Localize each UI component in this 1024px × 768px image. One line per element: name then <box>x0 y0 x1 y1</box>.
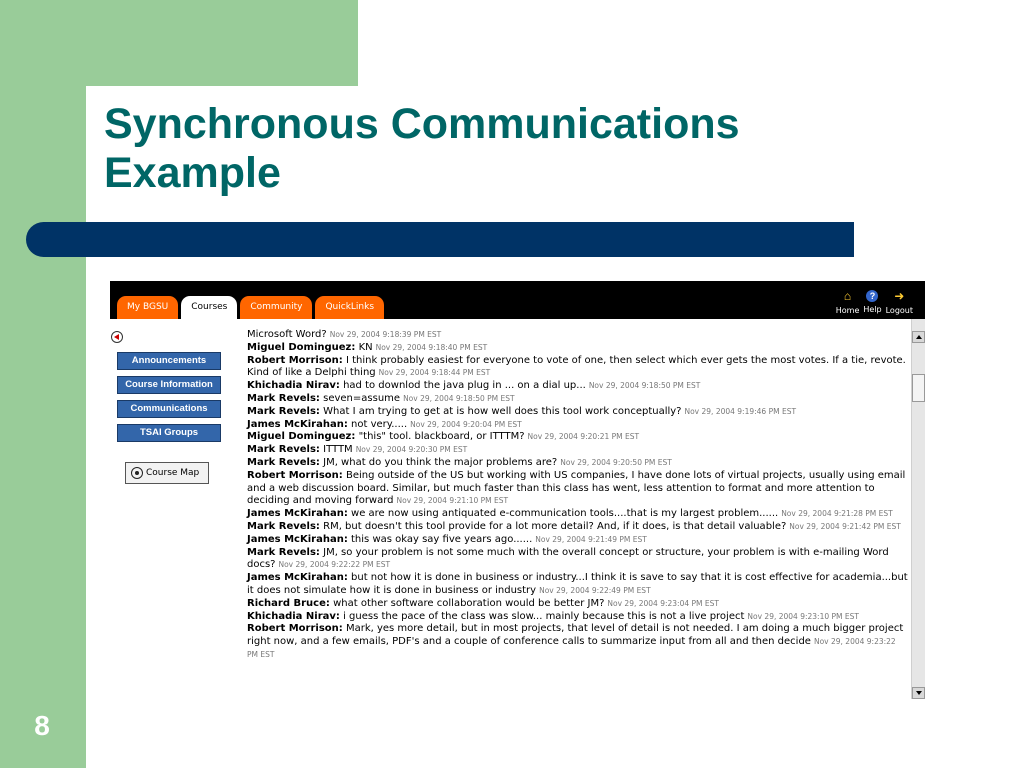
chat-timestamp: Nov 29, 2004 9:19:46 PM EST <box>684 406 797 416</box>
chat-timestamp: Nov 29, 2004 9:20:04 PM EST <box>410 419 522 429</box>
home-label: Home <box>835 306 860 315</box>
chat-message <box>247 611 909 624</box>
chat-timestamp: Nov 29, 2004 9:20:30 PM EST <box>355 445 468 455</box>
chat-author: Khichadia Nirav: <box>247 610 340 622</box>
lms-screenshot <box>110 281 925 699</box>
chat-author: Richard Bruce: <box>247 597 330 609</box>
chat-timestamp: Nov 29, 2004 9:21:42 PM EST <box>789 521 901 531</box>
chat-transcript <box>247 329 909 662</box>
chat-text: but not how it is done in business or industry...I think it is save to say that it is cost effective for academia...but it does not simulate how it is done in business or industry <box>247 572 908 596</box>
chat-text: "this" tool. blackboard, or ITTTM? <box>358 431 525 443</box>
chat-text: not very..... <box>351 418 408 430</box>
course-map-icon <box>131 467 143 479</box>
tab-courses[interactable]: Courses <box>181 296 237 319</box>
chat-message <box>247 521 909 534</box>
chat-timestamp: Nov 29, 2004 9:20:21 PM EST <box>527 432 640 442</box>
chat-author: James McKirahan: <box>247 418 348 430</box>
tab-my-bgsu[interactable]: My BGSU <box>117 296 178 319</box>
chat-timestamp: Nov 29, 2004 9:18:40 PM EST <box>375 342 488 352</box>
help-link[interactable] <box>863 289 881 315</box>
chat-author: Robert Morrison: <box>247 623 343 635</box>
chat-author: Mark Revels: <box>247 444 320 456</box>
course-sidebar <box>110 319 238 699</box>
chat-timestamp: Nov 29, 2004 9:22:49 PM EST <box>539 585 651 595</box>
chat-text: Microsoft Word? <box>247 329 327 340</box>
chat-text: RM, but doesn't this tool provide for a lot more detail? And, if it does, is that detail valuable? <box>323 520 787 532</box>
chat-message <box>247 623 909 661</box>
chat-message <box>247 342 909 355</box>
chat-text: ITTTM <box>323 444 353 456</box>
green-accent-top <box>0 0 358 86</box>
chat-timestamp: Nov 29, 2004 9:18:50 PM EST <box>588 381 701 391</box>
chat-author: James McKirahan: <box>247 508 348 520</box>
chat-message <box>247 598 909 611</box>
logout-label: Logout <box>885 306 913 315</box>
tab-quicklinks[interactable]: QuickLinks <box>315 296 384 319</box>
chat-author: James McKirahan: <box>247 572 348 584</box>
green-accent-left <box>0 86 86 768</box>
chat-message <box>247 470 909 508</box>
chat-message <box>247 444 909 457</box>
course-map-label: Course Map <box>146 468 200 478</box>
home-icon: ⌂ <box>843 289 852 303</box>
chat-message <box>247 329 909 342</box>
chat-text: we are now using antiquated e-communication tools....that is my largest problem...... <box>351 508 779 520</box>
help-icon: ? <box>866 290 878 302</box>
chat-message <box>247 393 909 406</box>
chat-timestamp: Nov 29, 2004 9:18:39 PM EST <box>329 330 442 339</box>
scroll-down-arrow-icon[interactable] <box>912 687 925 699</box>
slide-title <box>104 100 740 198</box>
chat-author: Mark Revels: <box>247 392 320 404</box>
lms-top-bar <box>110 281 925 319</box>
communications-button[interactable]: Communications <box>117 400 221 418</box>
scroll-thumb[interactable] <box>912 374 925 402</box>
chat-message <box>247 534 909 547</box>
chat-author: Robert Morrison: <box>247 354 343 366</box>
chat-author: Mark Revels: <box>247 546 320 558</box>
chat-timestamp: Nov 29, 2004 9:23:04 PM EST <box>607 598 719 608</box>
chat-author: Khichadia Nirav: <box>247 380 340 392</box>
tab-bar <box>117 296 384 319</box>
chat-message <box>247 547 909 573</box>
chat-message <box>247 380 909 393</box>
chat-text: this was okay say five years ago...... <box>351 533 533 545</box>
chat-text: I think probably easiest for everyone to vote of one, then select which ever gets the most votes. If a tie, revote. Kind of like a Delphi thing <box>247 354 906 379</box>
chat-message <box>247 572 909 598</box>
chat-scrollbar[interactable] <box>911 319 925 699</box>
chat-timestamp: Nov 29, 2004 9:21:49 PM EST <box>535 534 647 544</box>
chat-timestamp: Nov 29, 2004 9:21:28 PM EST <box>781 509 893 519</box>
tab-community[interactable]: Community <box>240 296 312 319</box>
chat-text: Mark, yes more detail, but in most projects, that level of detail is not needed. I am doing a much bigger project right now, and a few emails, PDF's and a couple of conference calls to summarize input from all and then decide <box>247 623 904 648</box>
chat-author: Miguel Dominguez: <box>247 431 356 443</box>
course-information-button[interactable]: Course Information <box>117 376 221 394</box>
chat-text: Being outside of the US but working with US companies, I have done lots of virtual projects, usually using email and a web discussion board. Similar, but much faster than this class has went, less attention to format and more attention to deciding and moving forward <box>247 469 906 507</box>
chat-text: seven=assume <box>323 392 401 404</box>
chat-author: James McKirahan: <box>247 533 348 545</box>
top-icon-group <box>836 289 913 315</box>
chat-author: Mark Revels: <box>247 405 320 417</box>
course-map-button[interactable] <box>125 462 209 484</box>
chat-text: had to downlod the java plug in ... on a dial up... <box>343 380 586 392</box>
slide-number: 8 <box>34 710 50 741</box>
chat-text: what other software collaboration would be better JM? <box>333 597 605 609</box>
logout-link[interactable] <box>886 289 913 315</box>
chat-author: Mark Revels: <box>247 456 320 468</box>
logout-icon: ➜ <box>894 289 905 303</box>
chat-timestamp: Nov 29, 2004 9:23:22 PM EST <box>247 637 896 659</box>
chat-timestamp: Nov 29, 2004 9:21:10 PM EST <box>396 496 509 506</box>
chat-timestamp: Nov 29, 2004 9:23:10 PM EST <box>747 611 859 621</box>
chat-text: JM, what do you think the major problems are? <box>323 456 558 468</box>
chat-author: Miguel Dominguez: <box>247 341 356 353</box>
chat-timestamp: Nov 29, 2004 9:18:50 PM EST <box>403 393 515 403</box>
chat-timestamp: Nov 29, 2004 9:20:50 PM EST <box>560 457 672 467</box>
chat-author: Mark Revels: <box>247 520 320 532</box>
announcements-button[interactable]: Announcements <box>117 352 221 370</box>
chat-timestamp: Nov 29, 2004 9:22:22 PM EST <box>278 560 391 570</box>
back-arrow-icon[interactable] <box>111 331 123 343</box>
chat-message <box>247 457 909 470</box>
slide-title-line-1: Synchronous Communications <box>104 100 740 148</box>
title-underline-bar <box>26 222 854 257</box>
help-label: Help <box>863 305 882 314</box>
scroll-up-arrow-icon[interactable] <box>912 331 925 343</box>
tsai-groups-button[interactable]: TSAI Groups <box>117 424 221 442</box>
chat-timestamp: Nov 29, 2004 9:18:44 PM EST <box>378 368 491 378</box>
chat-text: i guess the pace of the class was slow... mainly because this is not a live project <box>343 610 745 622</box>
chat-message <box>247 508 909 521</box>
chat-message <box>247 355 909 381</box>
home-link[interactable] <box>836 289 860 315</box>
chat-author: Robert Morrison: <box>247 469 343 481</box>
chat-message <box>247 419 909 432</box>
slide-title-line-2: Example <box>104 149 281 197</box>
chat-text: What I am trying to get at is how well does this tool work conceptually? <box>323 405 682 417</box>
chat-message <box>247 406 909 419</box>
chat-text: JM, so your problem is not some much with the overall concept or structure, your problem is with e-mailing Word docs? <box>247 546 889 571</box>
chat-text: KN <box>358 341 373 353</box>
chat-message <box>247 431 909 444</box>
